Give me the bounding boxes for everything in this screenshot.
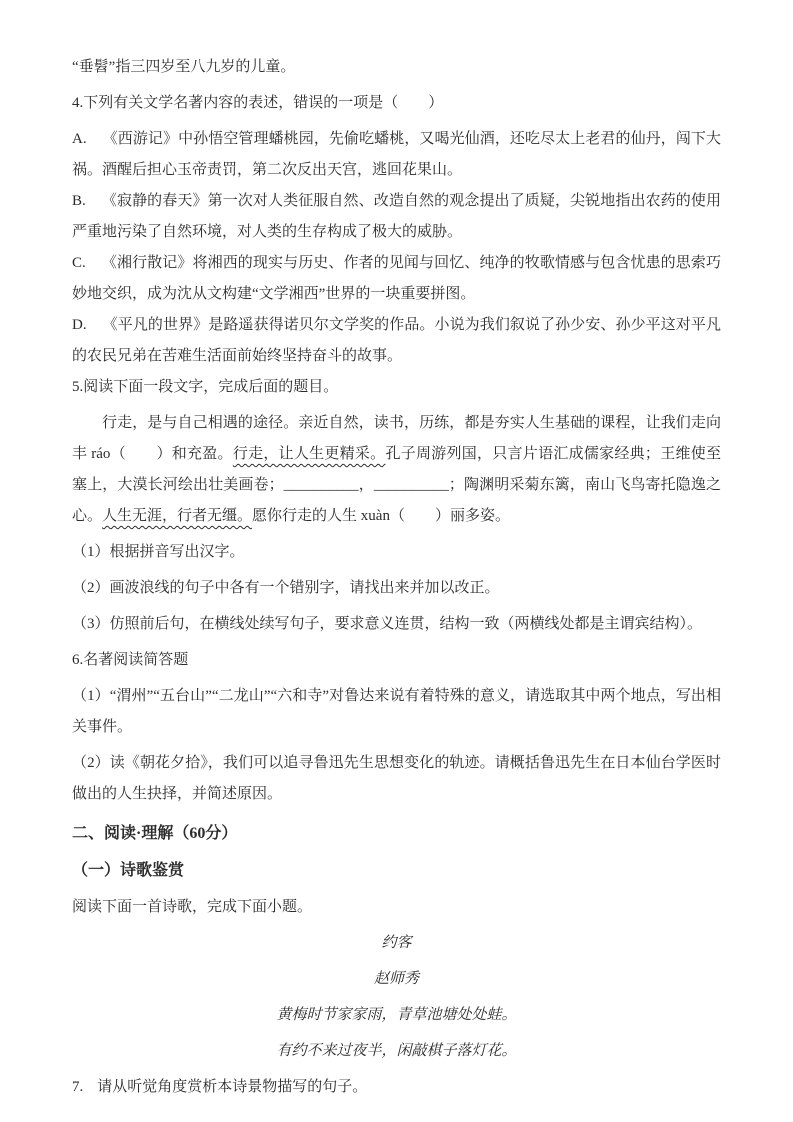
- passage-text-2: 孔子周游列国，只言片语汇成儒家经典；王维使至塞上，大漠长河绘出壮美画卷；: [72, 446, 721, 493]
- question-6-stem: 6.名著阅读简答题: [72, 652, 189, 668]
- poem-instruction: 阅读下面一首诗歌，完成下面小题。: [72, 899, 313, 915]
- question-7-label: 7.: [72, 1079, 84, 1095]
- question-4-option-d: [72, 310, 721, 372]
- intro-text: “垂髫”指三四岁至八九岁的儿童。: [72, 59, 296, 75]
- question-7: [72, 1072, 721, 1103]
- section-2-heading: 二、阅读·理解（60分）: [72, 825, 238, 842]
- fill-in-blank-2: __________: [373, 477, 449, 493]
- option-a-label: A.: [72, 131, 87, 147]
- question-5-sub-2: （2）画波浪线的句子中各有一个错别字，请找出来并加以改正。: [72, 580, 500, 596]
- poem-title: 约客: [381, 935, 412, 951]
- question-5-sub-1: （1）根据拼音写出汉字。: [72, 544, 245, 560]
- question-4-stem: 4.下列有关文学名著内容的表述，错误的一项是（ ）: [72, 95, 444, 111]
- wavy-underlined-text-1: 行走，让人生更精采。: [232, 446, 386, 462]
- passage-text-1: 行走，是与自己相遇的途径。亲近自然，读书，历练，都是夯实人生基础的课程，让我们走向丰 ráo（ ）和充盈。: [72, 415, 721, 462]
- option-b-text: 《寂静的春天》第一次对人类征服自然、改造自然的观念提出了质疑，尖锐地指出农药的使用严重地污染了自然环境，对人类的生存构成了极大的威胁。: [72, 193, 721, 240]
- question-4-option-a: [72, 124, 721, 186]
- option-d-label: D.: [72, 317, 87, 333]
- question-7-text: 请从听觉角度赏析本诗景物描写的句子。: [97, 1079, 368, 1095]
- question-4-option-b: [72, 186, 721, 248]
- section-2-subheading: （一）诗歌鉴赏: [72, 862, 185, 879]
- option-b-label: B.: [72, 193, 86, 209]
- option-c-text: 《湘行散记》将湘西的现实与历史、作者的见闻与回忆、纯净的牧歌情感与包含忧患的思索巧妙地交织，成为沈从文构建“文学湘西”世界的一块重要拼图。: [72, 255, 721, 302]
- poem-line-1: 黄梅时节家家雨，青草池塘处处蛙。: [276, 1007, 517, 1023]
- passage-text-3: ；陶渊明采菊东篱，南山飞鸟寄托隐逸之心。: [72, 477, 721, 524]
- passage-comma: ，: [358, 477, 374, 493]
- option-d-text: 《平凡的世界》是路遥获得诺贝尔文学奖的作品。小说为我们叙说了孙少安、孙少平这对平凡的农民兄弟在苦难生活面前始终坚持奋斗的故事。: [72, 317, 721, 364]
- question-5-sub-3: （3）仿照前后句，在横线处续写句子，要求意义连贯，结构一致（两横线处都是主谓宾结构）。: [72, 616, 703, 632]
- question-4-option-c: [72, 248, 721, 310]
- question-5-stem: 5.阅读下面一段文字，完成后面的题目。: [72, 379, 339, 395]
- wavy-underlined-text-2: 人生无涯，行者无缰。: [102, 508, 253, 524]
- poem-line-2: 有约不来过夜半，闲敲棋子落灯花。: [276, 1043, 517, 1059]
- fill-in-blank-1: __________: [283, 477, 359, 493]
- poem-author: 赵师秀: [373, 971, 419, 987]
- option-c-label: C.: [72, 255, 86, 271]
- option-a-text: 《西游记》中孙悟空管理蟠桃园，先偷吃蟠桃，又喝光仙酒，还吃尽太上老君的仙丹，闯下大祸。酒醒后担心玉帝责罚，第二次反出天宫，逃回花果山。: [72, 131, 721, 178]
- question-5-passage: [72, 408, 721, 532]
- passage-text-4: 愿你行走的人生 xuàn（ ）丽多姿。: [252, 508, 510, 524]
- question-6-sub-1: （1）“渭州”“五台山”“二龙山”“六和寺”对鲁达来说有着特殊的意义，请选取其中两个地点，写出相关事件。: [72, 688, 721, 735]
- question-6-sub-2: （2）读《朝花夕拾》，我们可以追寻鲁迅先生思想变化的轨迹。请概括鲁迅先生在日本仙台学医时做出的人生抉择，并简述原因。: [72, 755, 721, 802]
